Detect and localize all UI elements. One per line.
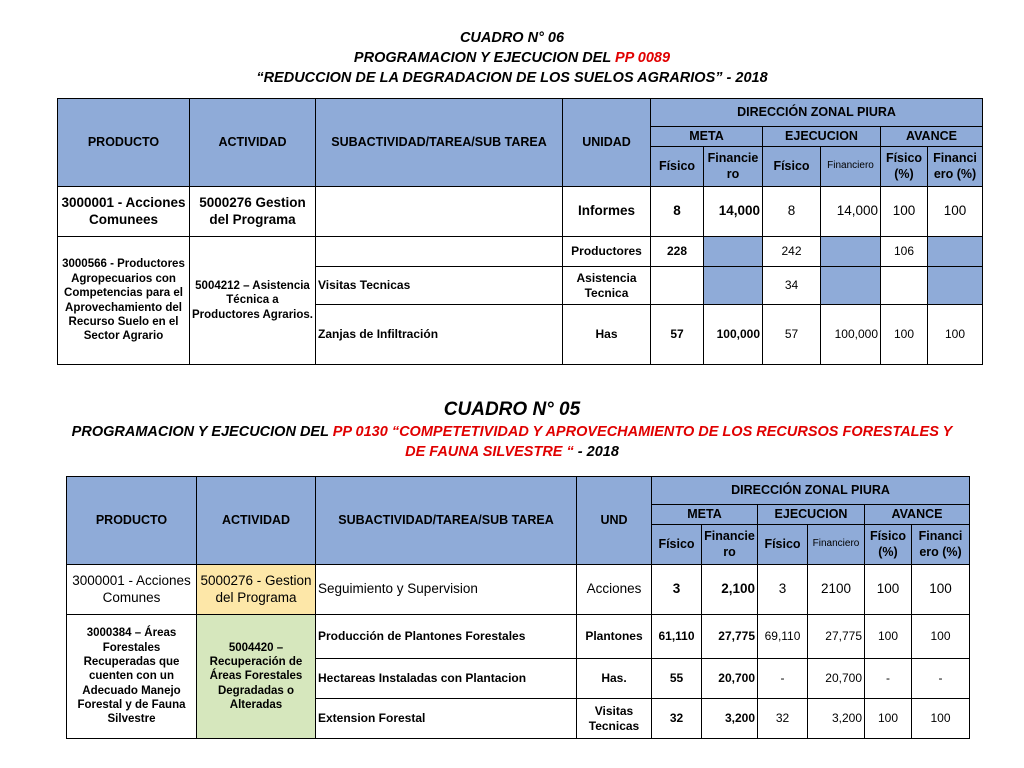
- cell-producto: 3000384 – Áreas Forestales Recuperadas que cuenten con un Adecuado Manejo Forestal y de Fauna Silvestre: [67, 615, 197, 739]
- cell-meta-financiero: 3,200: [702, 699, 758, 739]
- header-producto: PRODUCTO: [67, 477, 197, 565]
- cell-actividad: 5000276 Gestion del Programa: [190, 187, 316, 237]
- header-meta-financiero: Financie ro: [702, 525, 758, 565]
- cell-unidad: Asistencia Tecnica: [563, 267, 651, 305]
- cuadro06-subtitle-text: PROGRAMACION Y EJECUCION DEL: [353, 50, 615, 66]
- cuadro05-subtitle-text: PROGRAMACION Y EJECUCION DEL: [71, 424, 333, 440]
- cuadro05-year: - 2018: [573, 444, 619, 460]
- cell-subactividad: Visitas Tecnicas: [316, 267, 563, 305]
- cell-ejec-fisico: 57: [763, 305, 821, 365]
- cell-ejec-fisico: -: [758, 659, 808, 699]
- cell-avance-financiero: 100: [928, 305, 983, 365]
- cell-subactividad: Seguimiento y Supervision: [316, 565, 577, 615]
- header-actividad: ACTIVIDAD: [197, 477, 316, 565]
- table-row: [58, 237, 983, 267]
- header-meta-financiero: Financie ro: [704, 147, 763, 187]
- cell-avance-fisico: -: [865, 659, 912, 699]
- header-meta: META: [651, 127, 763, 147]
- cell-subactividad: [316, 237, 563, 267]
- cuadro06-program-name: “REDUCCION DE LA DEGRADACION DE LOS SUELOS AGRARIOS” - 2018: [256, 70, 768, 86]
- cuadro05-table: [66, 476, 970, 739]
- cell-subactividad: [316, 187, 563, 237]
- cell-unidad: Acciones: [577, 565, 652, 615]
- header-ejec-fisico: Físico: [758, 525, 808, 565]
- cell-meta-fisico: 3: [652, 565, 702, 615]
- header-direccion: DIRECCIÓN ZONAL PIURA: [652, 477, 970, 505]
- cuadro05-program-name-cont: DE FAUNA SILVESTRE “: [405, 444, 574, 460]
- cell-ejec-financiero: 2100: [808, 565, 865, 615]
- cell-meta-fisico: 32: [652, 699, 702, 739]
- header-avance-financiero: Financi ero (%): [912, 525, 970, 565]
- cell-meta-fisico: 55: [652, 659, 702, 699]
- cell-unidad: Informes: [563, 187, 651, 237]
- cell-meta-fisico: [651, 267, 704, 305]
- cell-ejec-financiero: 3,200: [808, 699, 865, 739]
- cuadro05-title: CUADRO N° 05: [443, 399, 581, 420]
- cell-avance-fisico: 100: [865, 565, 912, 615]
- cell-ejec-fisico: 34: [763, 267, 821, 305]
- header-producto: PRODUCTO: [58, 99, 190, 187]
- header-actividad: ACTIVIDAD: [190, 99, 316, 187]
- cell-actividad: 5004420 – Recuperación de Áreas Forestales Degradadas o Alteradas: [197, 615, 316, 739]
- cell-actividad: 5000276 - Gestion del Programa: [197, 565, 316, 615]
- cell-meta-financiero: 20,700: [702, 659, 758, 699]
- table-row: [58, 187, 983, 237]
- cuadro05-program-name: PP 0130 “COMPETETIVIDAD Y APROVECHAMIENTO DE LOS RECURSOS FORESTALES Y: [332, 424, 953, 440]
- cell-actividad: 5004212 – Asistencia Técnica a Productores Agrarios.: [190, 237, 316, 365]
- cuadro06-subtitle: [0, 50, 1024, 66]
- cuadro06-title: CUADRO N° 06: [459, 30, 565, 46]
- cell-meta-financiero: 27,775: [702, 615, 758, 659]
- cell-avance-fisico: 100: [881, 305, 928, 365]
- cell-avance-fisico: [881, 267, 928, 305]
- cell-meta-financiero: 14,000: [704, 187, 763, 237]
- cell-avance-financiero: 100: [928, 187, 983, 237]
- cell-avance-financiero: [928, 267, 983, 305]
- cell-subactividad: Producción de Plantones Forestales: [316, 615, 577, 659]
- cell-avance-financiero: -: [912, 659, 970, 699]
- cell-ejec-fisico: 32: [758, 699, 808, 739]
- cell-ejec-fisico: 69,110: [758, 615, 808, 659]
- header-meta-fisico: Físico: [651, 147, 704, 187]
- cell-avance-fisico: 100: [865, 615, 912, 659]
- header-ejec-fisico: Físico: [763, 147, 821, 187]
- cuadro06-program-code: PP 0089: [614, 50, 671, 66]
- cell-avance-fisico: 100: [865, 699, 912, 739]
- header-subactividad: SUBACTIVIDAD/TAREA/SUB TAREA: [316, 99, 563, 187]
- header-subactividad: SUBACTIVIDAD/TAREA/SUB TAREA: [316, 477, 577, 565]
- cell-ejec-financiero: 27,775: [808, 615, 865, 659]
- cell-meta-financiero: 100,000: [704, 305, 763, 365]
- cuadro05-subtitle: [0, 424, 1024, 440]
- cell-ejec-financiero: [821, 237, 881, 267]
- cell-meta-fisico: 61,110: [652, 615, 702, 659]
- header-meta: META: [652, 505, 758, 525]
- header-ejecucion: EJECUCION: [758, 505, 865, 525]
- cell-subactividad: Hectareas Instaladas con Plantacion: [316, 659, 577, 699]
- header-ejecucion: EJECUCION: [763, 127, 881, 147]
- cell-avance-fisico: 106: [881, 237, 928, 267]
- cuadro06-table: [57, 98, 983, 365]
- cell-unidad: Has: [563, 305, 651, 365]
- header-avance: AVANCE: [881, 127, 983, 147]
- table-row: [67, 565, 970, 615]
- header-avance-financiero: Financi ero (%): [928, 147, 983, 187]
- header-avance: AVANCE: [865, 505, 970, 525]
- cell-ejec-financiero: 14,000: [821, 187, 881, 237]
- cell-unidad: Has.: [577, 659, 652, 699]
- cell-ejec-fisico: 242: [763, 237, 821, 267]
- header-avance-fisico: Físico (%): [881, 147, 928, 187]
- cuadro05-subtitle-line2: [0, 444, 1024, 460]
- cell-avance-financiero: 100: [912, 615, 970, 659]
- header-unidad: UND: [577, 477, 652, 565]
- cell-avance-financiero: [928, 237, 983, 267]
- cell-ejec-financiero: 100,000: [821, 305, 881, 365]
- cell-avance-fisico: 100: [881, 187, 928, 237]
- cell-subactividad: Zanjas de Infiltración: [316, 305, 563, 365]
- cell-ejec-fisico: 3: [758, 565, 808, 615]
- cell-avance-financiero: 100: [912, 565, 970, 615]
- cell-meta-fisico: 57: [651, 305, 704, 365]
- cell-unidad: Plantones: [577, 615, 652, 659]
- header-avance-fisico: Físico (%): [865, 525, 912, 565]
- cell-meta-financiero: [704, 237, 763, 267]
- header-meta-fisico: Físico: [652, 525, 702, 565]
- cell-unidad: Productores: [563, 237, 651, 267]
- cell-meta-financiero: [704, 267, 763, 305]
- cell-producto: 3000001 - Acciones Comunees: [58, 187, 190, 237]
- cell-avance-financiero: 100: [912, 699, 970, 739]
- cell-ejec-financiero: [821, 267, 881, 305]
- header-ejec-financiero: Financiero: [821, 147, 881, 187]
- table-row: [67, 615, 970, 659]
- cell-subactividad: Extension Forestal: [316, 699, 577, 739]
- cell-ejec-fisico: 8: [763, 187, 821, 237]
- cell-producto: 3000566 - Productores Agropecuarios con Competencias para el Aprovechamiento del Recurso Suelo en el Sector Agrario: [58, 237, 190, 365]
- header-direccion: DIRECCIÓN ZONAL PIURA: [651, 99, 983, 127]
- cell-meta-fisico: 228: [651, 237, 704, 267]
- cell-ejec-financiero: 20,700: [808, 659, 865, 699]
- cell-meta-financiero: 2,100: [702, 565, 758, 615]
- cell-meta-fisico: 8: [651, 187, 704, 237]
- header-unidad: UNIDAD: [563, 99, 651, 187]
- cell-unidad: Visitas Tecnicas: [577, 699, 652, 739]
- cell-producto: 3000001 - Acciones Comunes: [67, 565, 197, 615]
- header-ejec-financiero: Financiero: [808, 525, 865, 565]
